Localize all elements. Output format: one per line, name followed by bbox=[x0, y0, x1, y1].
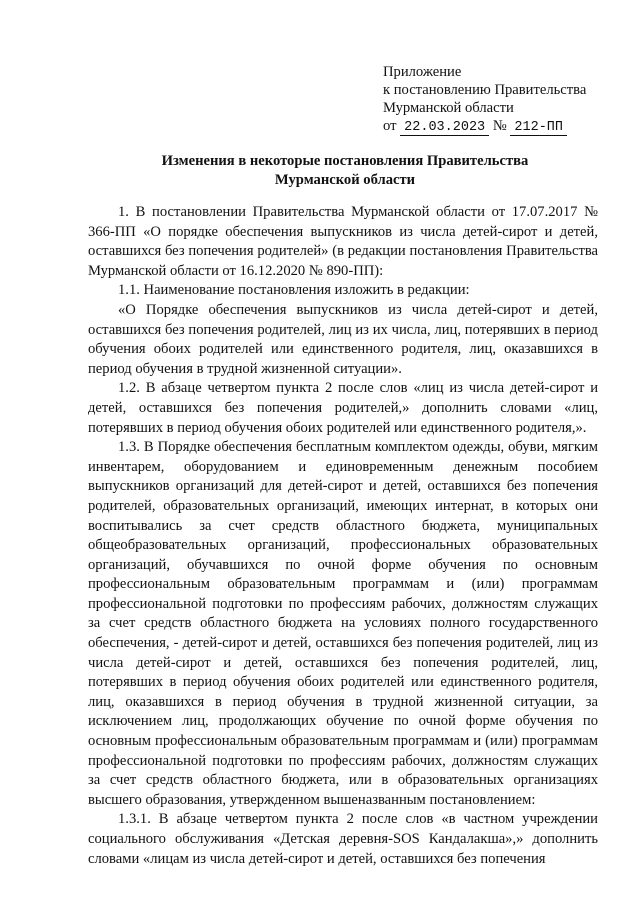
date-prefix: от bbox=[383, 118, 397, 134]
title-line-2: Мурманской области bbox=[274, 172, 416, 188]
annex-line-1: Приложение bbox=[383, 64, 462, 80]
paragraph-1-1: 1.1. Наименование постановления изложить в редакции: bbox=[118, 282, 470, 299]
paragraph-1: 1. В постановлении Правительства Мурманской области от 17.07.2017 № 366-ПП «О порядке обеспечения выпускников из числа детей-сирот и детей, оставшихся без попечения родителей» (в редакции постановления Правительства Мурманской области от 16.12.2020 № 890-ПП): bbox=[88, 204, 598, 279]
document-number: 212-ПП bbox=[510, 120, 567, 136]
annex-block bbox=[383, 63, 586, 137]
document-date: 22.03.2023 bbox=[400, 120, 489, 136]
paragraph-1-2: 1.2. В абзаце четвертом пункта 2 после слов «лиц из числа детей-сирот и детей, оставшихся без попечения родителей,» дополнить словами «лиц, потерявших в период обучения обоих родителей или единственного родителя,». bbox=[88, 380, 598, 436]
paragraph-quote: «О Порядке обеспечения выпускников из числа детей-сирот и детей, оставшихся без попечения родителей, лиц из их числа, лиц, потерявших в период обучения обоих родителей или единственного родителя, лиц, оказавшихся в период обучения в трудной жизненной ситуации». bbox=[88, 301, 598, 377]
annex-line-3: Мурманской области bbox=[383, 100, 514, 116]
title-line-1: Изменения в некоторые постановления Правительства bbox=[161, 153, 529, 169]
paragraph-1-3: 1.3. В Порядке обеспечения бесплатным комплектом одежды, обуви, мягким инвентарем, оборудованием и единовременным денежным пособием выпускников организаций для детей-сирот и детей, оставшихся без попечения родителей, образовательных организаций, имеющих интернат, в которых они воспитывались за счет средств областного бюджета, муниципальных общеобразовательных организаций, профессиональных образовательных организаций, обучавшихся по очной форме обучения по основным профессиональным образовательным программам и (или) программам профессиональной подготовки по профессиям рабочих, должностям служащих за счет средств областного бюджета на условиях полного государственного обеспечения, - детей-сирот и детей, оставшихся без попечения родителей, лиц из числа детей-сирот и детей, оставшихся без попечения родителей, лиц, потерявших в период обучения обоих родителей или единственного родителя, лиц, оказавшихся в период обучения в трудной жизненной ситуации, за исключением лиц, продолжающих обучение по очной форме обучения по основным профессиональным образовательным программам и (или) программам профессиональной подготовки по профессиям рабочих, должностям служащих за счет средств областного бюджета, или в образовательных организациях высшего образования, утвержденном вышеназванным постановлением: bbox=[88, 439, 598, 808]
number-prefix: № bbox=[492, 118, 507, 134]
document-body bbox=[88, 203, 598, 869]
annex-date-line bbox=[383, 117, 586, 137]
document-title bbox=[80, 152, 610, 190]
annex-line-2: к постановлению Правительства bbox=[383, 82, 587, 98]
paragraph-1-3-1: 1.3.1. В абзаце четвертом пункта 2 после слов «в частном учреждении социального обслуживания «Детская деревня-SOS Кандалакша»,» дополнить словами «лицам из числа детей-сирот и детей, оставшихся без попечения bbox=[88, 811, 598, 867]
